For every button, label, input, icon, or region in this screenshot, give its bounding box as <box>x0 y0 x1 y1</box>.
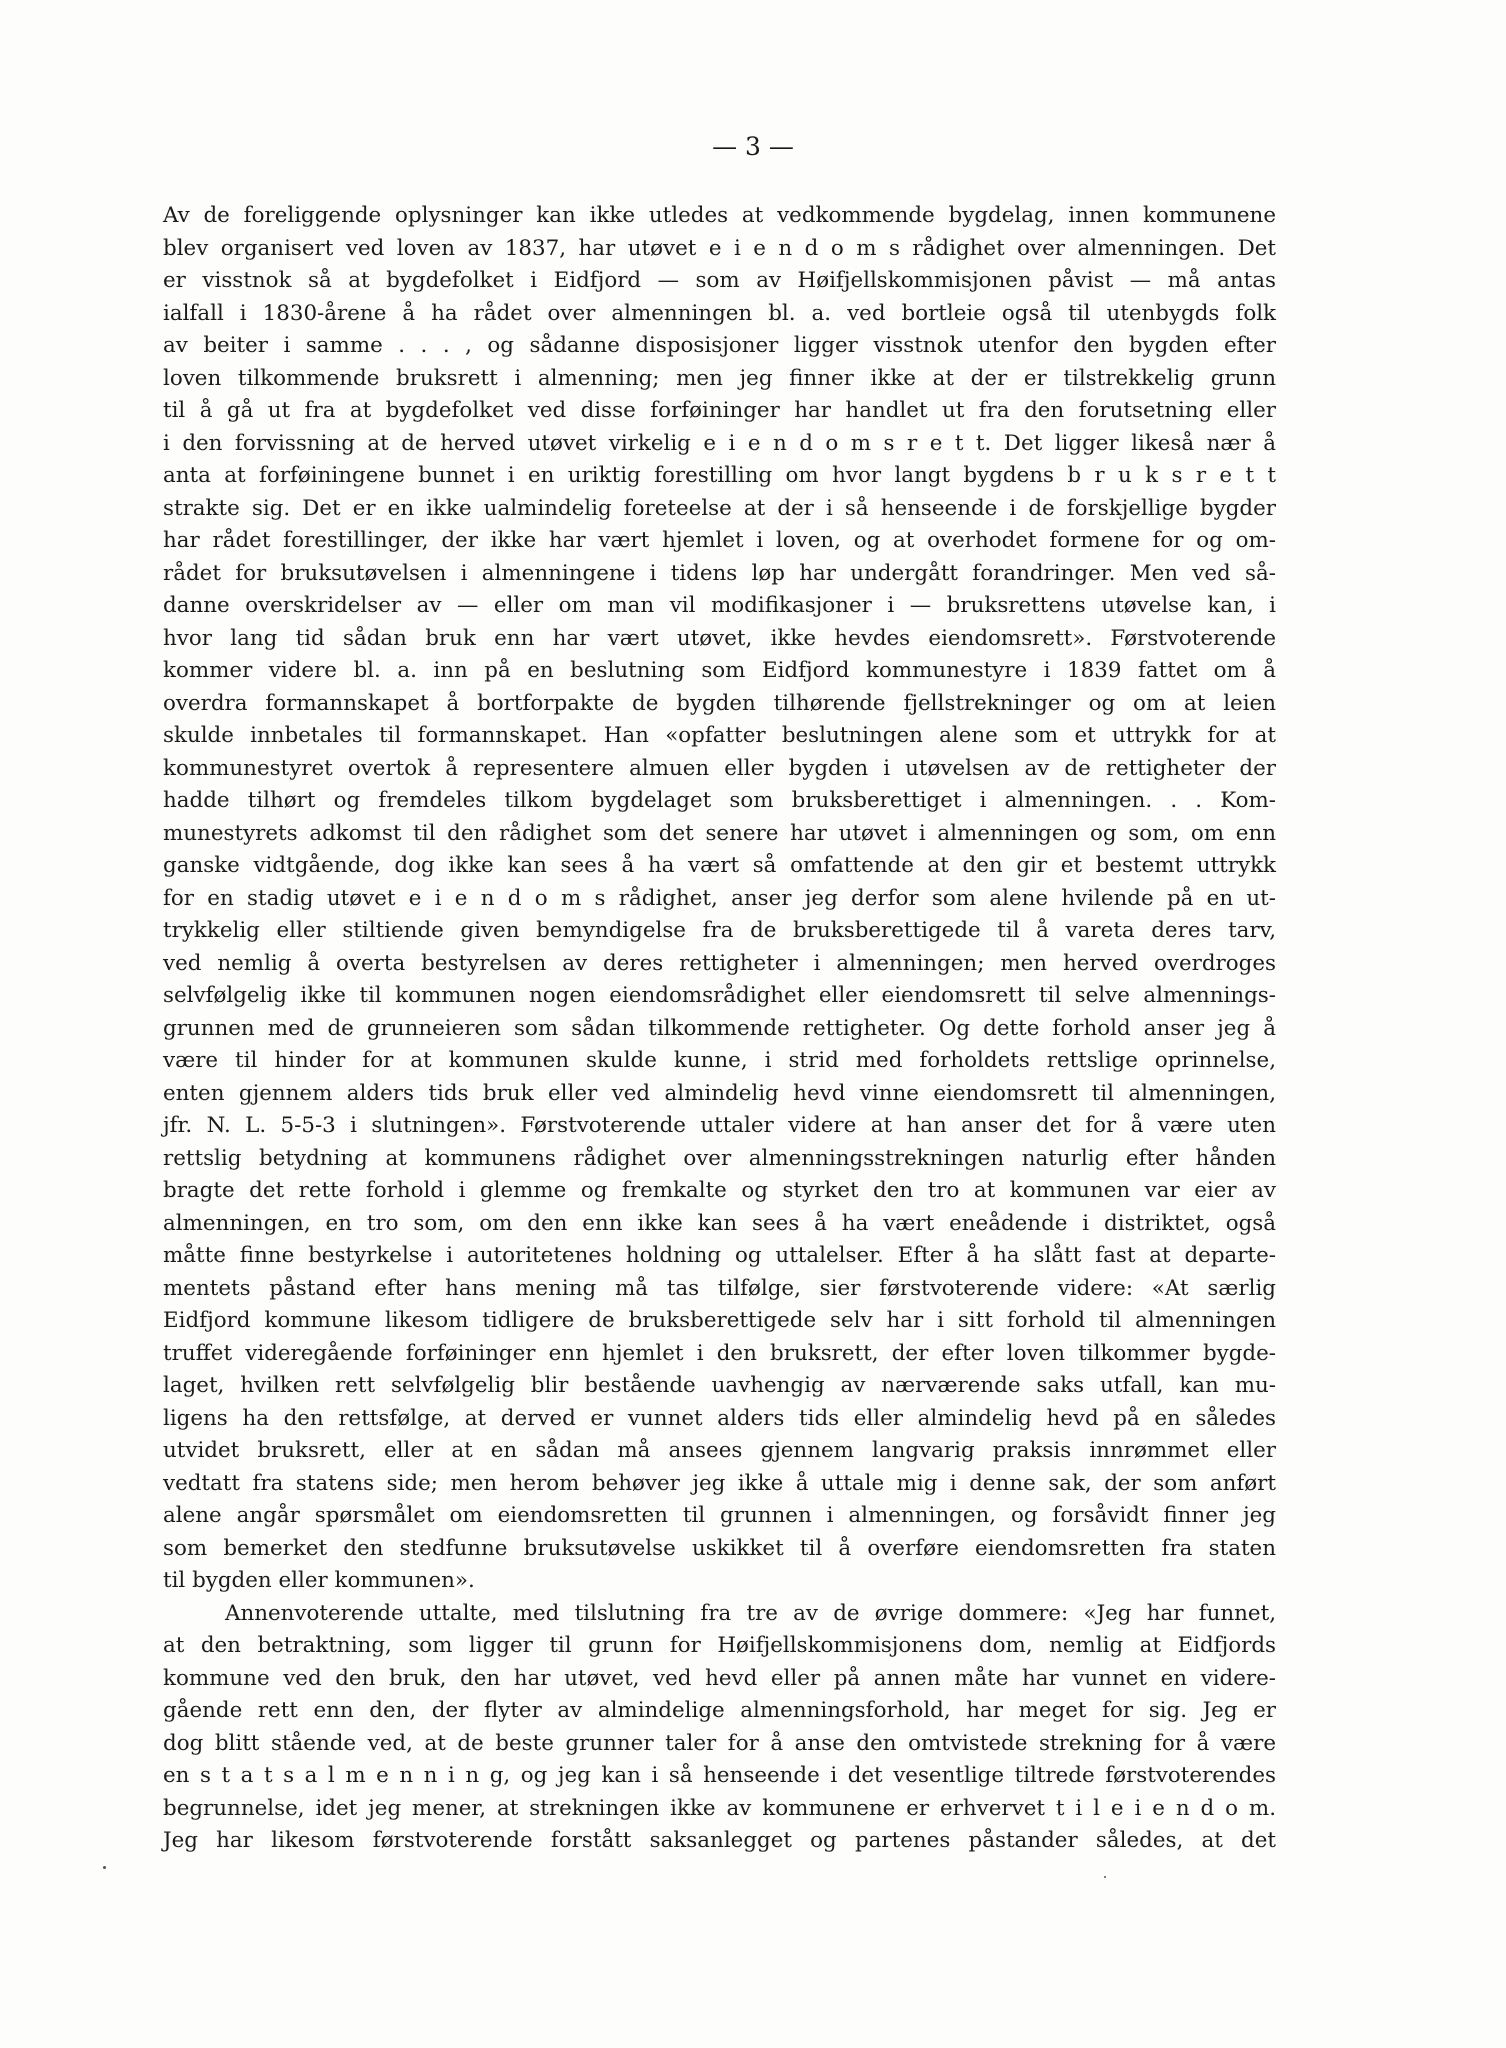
text-line: rådet for bruksutøvelsen i almenningene i tidens løp har undergått forandringer. Men ved så- <box>163 560 1276 586</box>
text-line: mentets påstand efter hans mening må tas tilfølge, sier førstvoterende videre: «At særlig <box>163 1275 1276 1301</box>
text-line: er visstnok så at bygdefolket i Eidfjord — som av Høifjellskommisjonen påvist — må antas <box>163 268 1276 293</box>
body-text <box>163 200 1276 1858</box>
text-line: være til hinder for at kommunen skulde kunne, i strid med forholdets rettslige oprinnelse, <box>163 1048 1276 1073</box>
text-line: skulde innbetales til formannskapet. Han «opfatter beslutningen alene som et uttrykk for at <box>163 723 1276 748</box>
text-line: dog blitt stående ved, at de beste grunner taler for å anse den omtvistede strekning for å være <box>163 1730 1276 1756</box>
text-line: selvfølgelig ikke til kommunen nogen eiendomsrådighet eller eiendomsrett til selve almennings- <box>163 983 1276 1008</box>
text-line: hadde tilhørt og fremdeles tilkom bygdelaget som bruksberettiget i almenningen. . . Kom- <box>163 788 1276 813</box>
text-line: vedtatt fra statens side; men herom behøver jeg ikke å uttale mig i denne sak, der som anført <box>163 1470 1276 1496</box>
text-line: Av de foreliggende oplysninger kan ikke utledes at vedkommende bygdelag, innen kommunene <box>163 203 1276 228</box>
text-line: ligens ha den rettsfølge, at derved er vunnet alders tids eller almindelig hevd på en således <box>163 1405 1276 1431</box>
text-line: trykkelig eller stiltiende given bemyndigelse fra de bruksberettigede til å vareta deres tarv, <box>163 918 1276 943</box>
text-line: kommune ved den bruk, den har utøvet, ved hevd eller på annen måte har vunnet en videre- <box>163 1665 1276 1691</box>
text-line: for en stadig utøvet e i e n d o m s rådighet, anser jeg derfor som alene hvilende på en ut- <box>163 885 1276 911</box>
scan-speck <box>1104 1876 1106 1878</box>
scan-speck <box>103 1866 106 1869</box>
text-line: begrunnelse, idet jeg mener, at strekningen ikke av kommunene er erhvervet t i l e i e n d o m. <box>163 1795 1276 1821</box>
text-line: rettslig betydning at kommunens rådighet over almenningsstrekningen naturlig efter hånden <box>163 1145 1276 1171</box>
text-line: strakte sig. Det er en ikke ualmindelig foreteelse at der i så henseende i de forskjellige bygder <box>163 495 1276 521</box>
text-line: laget, hvilken rett selvfølgelig blir bestående uavhengig av nærværende saks utfall, kan mu- <box>163 1373 1276 1398</box>
text-line: utvidet bruksrett, eller at en sådan må ansees gjennem langvarig praksis innrømmet eller <box>163 1438 1276 1463</box>
text-line: måtte finne bestyrkelse i autoritetenes holdning og uttalelser. Efter å ha slått fast at departe- <box>163 1243 1276 1268</box>
text-line: alene angår spørsmålet om eiendomsretten til grunnen i almenningen, og forsåvidt finner jeg <box>163 1503 1276 1528</box>
text-line: anta at forføiningene bunnet i en uriktig forestilling om hvor langt bygdens b r u k s r e t t <box>163 463 1276 488</box>
text-line: overdra formannskapet å bortforpakte de bygden tilhørende fjellstrekninger og om at leien <box>163 690 1276 716</box>
text-line: hvor lang tid sådan bruk enn har vært utøvet, ikke hevdes eiendomsrett». Førstvoterende <box>163 625 1276 651</box>
text-line: en s t a t s a l m e n n i n g, og jeg kan i så henseende i det vesentlige tiltrede førstvoterendes <box>163 1763 1276 1788</box>
text-line: jfr. N. L. 5-5-3 i slutningen». Førstvoterende uttaler videre at han anser det for å være uten <box>163 1113 1276 1138</box>
text-line: Eidfjord kommune likesom tidligere de bruksberettigede selv har i sitt forhold til almenningen <box>163 1308 1276 1333</box>
text-line: ialfall i 1830-årene å ha rådet over almenningen bl. a. ved bortleie også til utenbygds folk <box>163 300 1276 326</box>
text-line: gående rett enn den, der flyter av almindelige almenningsforhold, har meget for sig. Jeg er <box>163 1698 1276 1723</box>
text-line: bragte det rette forhold i glemme og fremkalte og styrket den tro at kommunen var eier av <box>163 1178 1276 1203</box>
text-line: munestyrets adkomst til den rådighet som det senere har utøvet i almenningen og som, om enn <box>163 820 1276 846</box>
text-line: kommunestyret overtok å representere almuen eller bygden i utøvelsen av de rettigheter der <box>163 755 1276 781</box>
text-line: enten gjennem alders tids bruk eller ved almindelig hevd vinne eiendomsrett til almenningen, <box>163 1080 1276 1106</box>
text-line: ganske vidtgående, dog ikke kan sees å ha vært så omfattende at den gir et bestemt uttrykk <box>163 853 1276 878</box>
text-line: som bemerket den stedfunne bruksutøvelse uskikket til å overføre eiendomsretten fra staten <box>163 1535 1276 1561</box>
text-line: danne overskridelser av — eller om man vil modifikasjoner i — bruksrettens utøvelse kan, i <box>163 593 1276 618</box>
text-line: Annenvoterende uttalte, med tilslutning fra tre av de øvrige dommere: «Jeg har funnet, <box>225 1600 1276 1626</box>
text-line: til å gå ut fra at bygdefolket ved disse forføininger har handlet ut fra den forutsetning eller <box>163 398 1276 423</box>
text-line: av beiter i samme . . . , og sådanne disposisjoner ligger visstnok utenfor den bygden efter <box>163 333 1276 358</box>
text-line: at den betraktning, som ligger til grunn for Høifjellskommisjonens dom, nemlig at Eidfjords <box>163 1633 1276 1658</box>
text-line: til bygden eller kommunen». <box>163 1568 475 1593</box>
text-line: almenningen, en tro som, om den enn ikke kan sees å ha vært eneådende i distriktet, også <box>163 1210 1276 1236</box>
text-line: truffet videregående forføininger enn hjemlet i den bruksrett, der efter loven tilkommer bygde- <box>163 1340 1276 1366</box>
text-line: i den forvissning at de herved utøvet virkelig e i e n d o m s r e t t. Det ligger likeså nær å <box>163 430 1276 456</box>
text-line: blev organisert ved loven av 1837, har utøvet e i e n d o m s rådighet over almenningen. Det <box>163 235 1276 261</box>
text-line: grunnen med de grunneieren som sådan tilkommende rettigheter. Og dette forhold anser jeg å <box>163 1015 1276 1041</box>
text-line: loven tilkommende bruksrett i almenning; men jeg finner ikke at der er tilstrekkelig grunn <box>163 365 1276 391</box>
page-number: — 3 — <box>712 132 794 161</box>
text-line: har rådet forestillinger, der ikke har vært hjemlet i loven, og at overhodet formene for og om- <box>163 528 1276 553</box>
text-line: Jeg har likesom førstvoterende forstått saksanlegget og partenes påstander således, at det <box>163 1828 1276 1853</box>
text-line: ved nemlig å overta bestyrelsen av deres rettigheter i almenningen; men herved overdroges <box>163 950 1276 976</box>
text-line: kommer videre bl. a. inn på en beslutning som Eidfjord kommunestyre i 1839 fattet om å <box>163 658 1276 683</box>
